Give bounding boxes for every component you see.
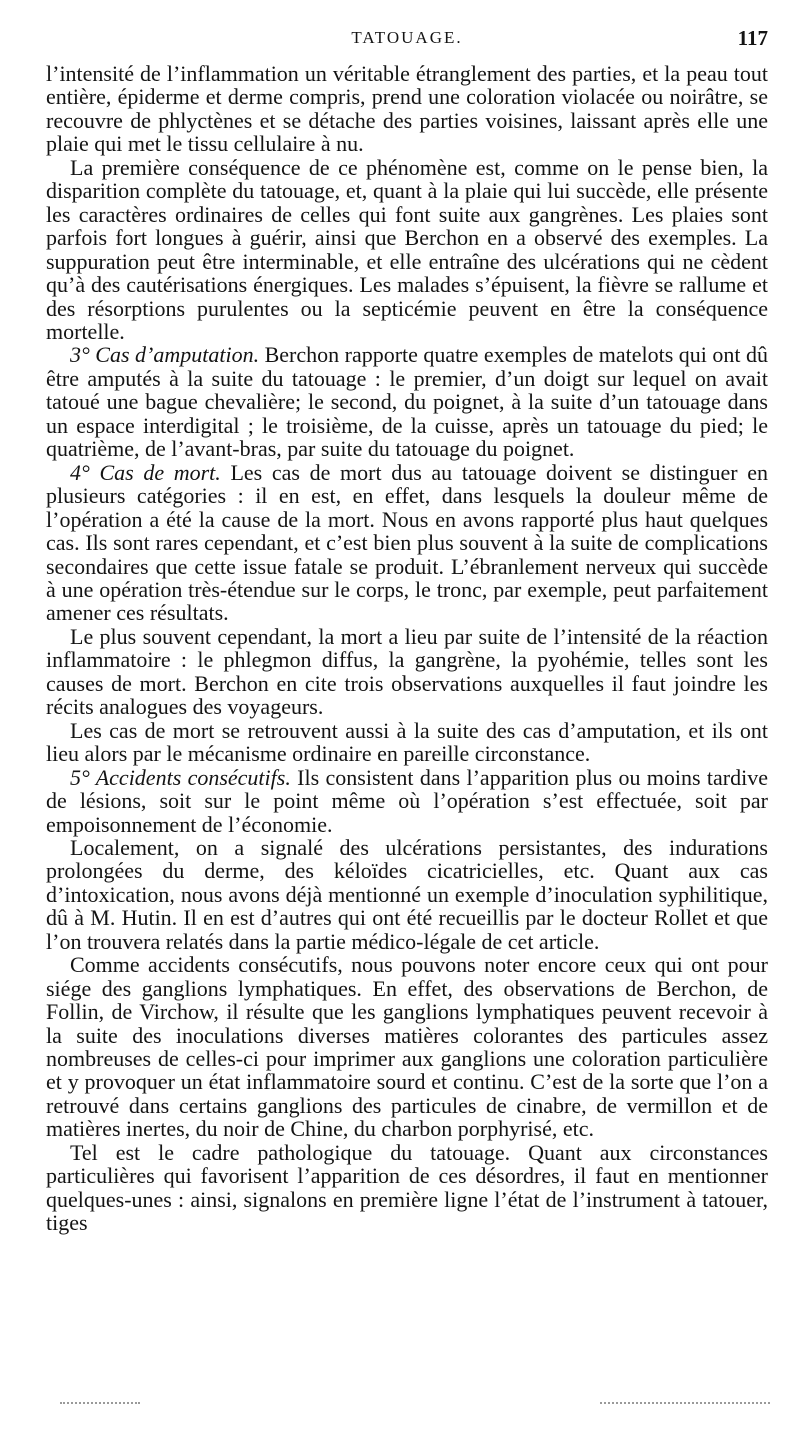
footer-mark-right xyxy=(600,1402,770,1406)
paragraph-5 xyxy=(46,625,768,719)
paragraph-text: Tel est le cadre pathologique du tatouage. Quant aux circonstances particulières qui favorisent l’apparition de ces désordres, il faut en mentionner quelques-unes : ainsi, signalons en première ligne l’état de l’instrument à tatouer, tiges xyxy=(46,1139,768,1236)
footer-print-marks xyxy=(0,1398,800,1408)
footer-mark-left xyxy=(60,1402,140,1406)
paragraph-2 xyxy=(46,156,768,344)
section-label: 5° Accidents consécutifs. xyxy=(70,764,291,790)
paragraph-4-death xyxy=(46,461,768,625)
paragraph-text: Les cas de mort se retrouvent aussi à la suite des cas d’amputation, et ils ont lieu alors par le mécanisme ordinaire en pareille circonstance. xyxy=(46,717,768,767)
paragraph-text: l’intensité de l’inflammation un véritable étranglement des parties, et la peau tout entière, épiderme et derme compris, prend une coloration violacée ou noirâtre, se recouvre de phlyctènes et se détache des parties voisines, laissant après elle une plaie qui met le tissu cellulaire à nu. xyxy=(46,61,768,157)
paragraph-text: Comme accidents consécutifs, nous pouvons noter encore ceux qui ont pour siége des ganglions lymphatiques. En effet, des observations de Berchon, de Follin, de Virchow, il résulte que les ganglions lymphatiques peuvent recevoir à la suite des inoculations diverses matières colorantes des particules assez nombreuses de celles-ci pour imprimer aux ganglions une coloration particulière et y provoquer un état inflammatoire sourd et continu. C’est de la sorte que l’on a retrouvé dans certains ganglions des particules de cinabre, de vermillon et de matières inertes, du noir de Chine, du charbon porphyrisé, etc. xyxy=(46,952,768,1142)
paragraph-1 xyxy=(46,62,768,156)
running-title: TATOUAGE. xyxy=(351,28,463,47)
paragraph-text: La première conséquence de ce phénomène est, comme on le pense bien, la disparition complète du tatouage, et, quant à la plaie qui lui succède, elle présente les caractères ordinaires de celles qui font suite aux gangrènes. Les plaies sont parfois fort longues à guérir, ainsi que Berchon en a observé des exemples. La suppuration peut être interminable, et elle entraîne des ulcérations qui ne cèdent qu’à des cautérisations énergiques. Les malades s’épuisent, la fièvre se rallume et des résorptions purulentes ou la septicémie peuvent en être la conséquence mortelle. xyxy=(46,154,768,344)
paragraph-6 xyxy=(46,719,768,766)
section-label: 3° Cas d’amputation. xyxy=(70,342,260,368)
book-page xyxy=(46,28,768,1235)
paragraph-text: Localement, on a signalé des ulcérations persistantes, des indurations prolongées du derme, des kéloïdes cicatricielles, etc. Quant aux cas d’intoxication, nous avons déjà mentionné un exemple d’inoculation syphilitique, dû à M. Hutin. Il en est d’autres qui ont été recueillis par le docteur Rollet et que l’on trouvera relatés dans la partie médico-légale de cet article. xyxy=(46,834,768,954)
paragraph-text: Le plus souvent cependant, la mort a lieu par suite de l’intensité de la réaction inflammatoire : le phlegmon diffus, la gangrène, la pyohémie, telles sont les causes de mort. Berchon en cite trois observations auxquelles il faut joindre les récits analogues des voyageurs. xyxy=(46,623,768,720)
paragraph-9 xyxy=(46,953,768,1141)
paragraph-8 xyxy=(46,836,768,953)
paragraph-10 xyxy=(46,1141,768,1235)
page-number: 117 xyxy=(737,26,768,50)
paragraph-7-consecutive xyxy=(46,766,768,836)
body-text xyxy=(46,62,768,1235)
running-head xyxy=(46,28,768,62)
paragraph-text: Berchon rapporte quatre exemples de matelots qui ont dû être amputés à la suite du tatouage : le premier, d’un doigt sur lequel on avait tatoué une bague chevalière; le second, du poignet, à la suite d’un tatouage dans un espace interdigital ; le troisième, de la cuisse, après un tatouage du pied; le quatrième, de l’avant-bras, par suite du tatouage du poignet. xyxy=(46,342,768,462)
paragraph-3-amputation xyxy=(46,343,768,460)
paragraph-text: Ils consistent dans l’apparition plus ou moins tardive de lésions, soit sur le point même où l’opération s’est effectuée, soit par empoisonnement de l’économie. xyxy=(46,764,768,837)
paragraph-text: Les cas de mort dus au tatouage doivent se distinguer en plusieurs catégories : il en est, en effet, dans lesquels la douleur même de l’opération a été la cause de la mort. Nous en avons rapporté plus haut quelques cas. Ils sont rares cependant, et c’est bien plus souvent à la suite de complications secondaires que cette issue fatale se produit. L’ébranlement nerveux qui succède à une opération très-étendue sur le corps, le tronc, par exemple, peut parfaitement amener ces résultats. xyxy=(46,459,769,626)
section-label: 4° Cas de mort. xyxy=(70,459,221,485)
